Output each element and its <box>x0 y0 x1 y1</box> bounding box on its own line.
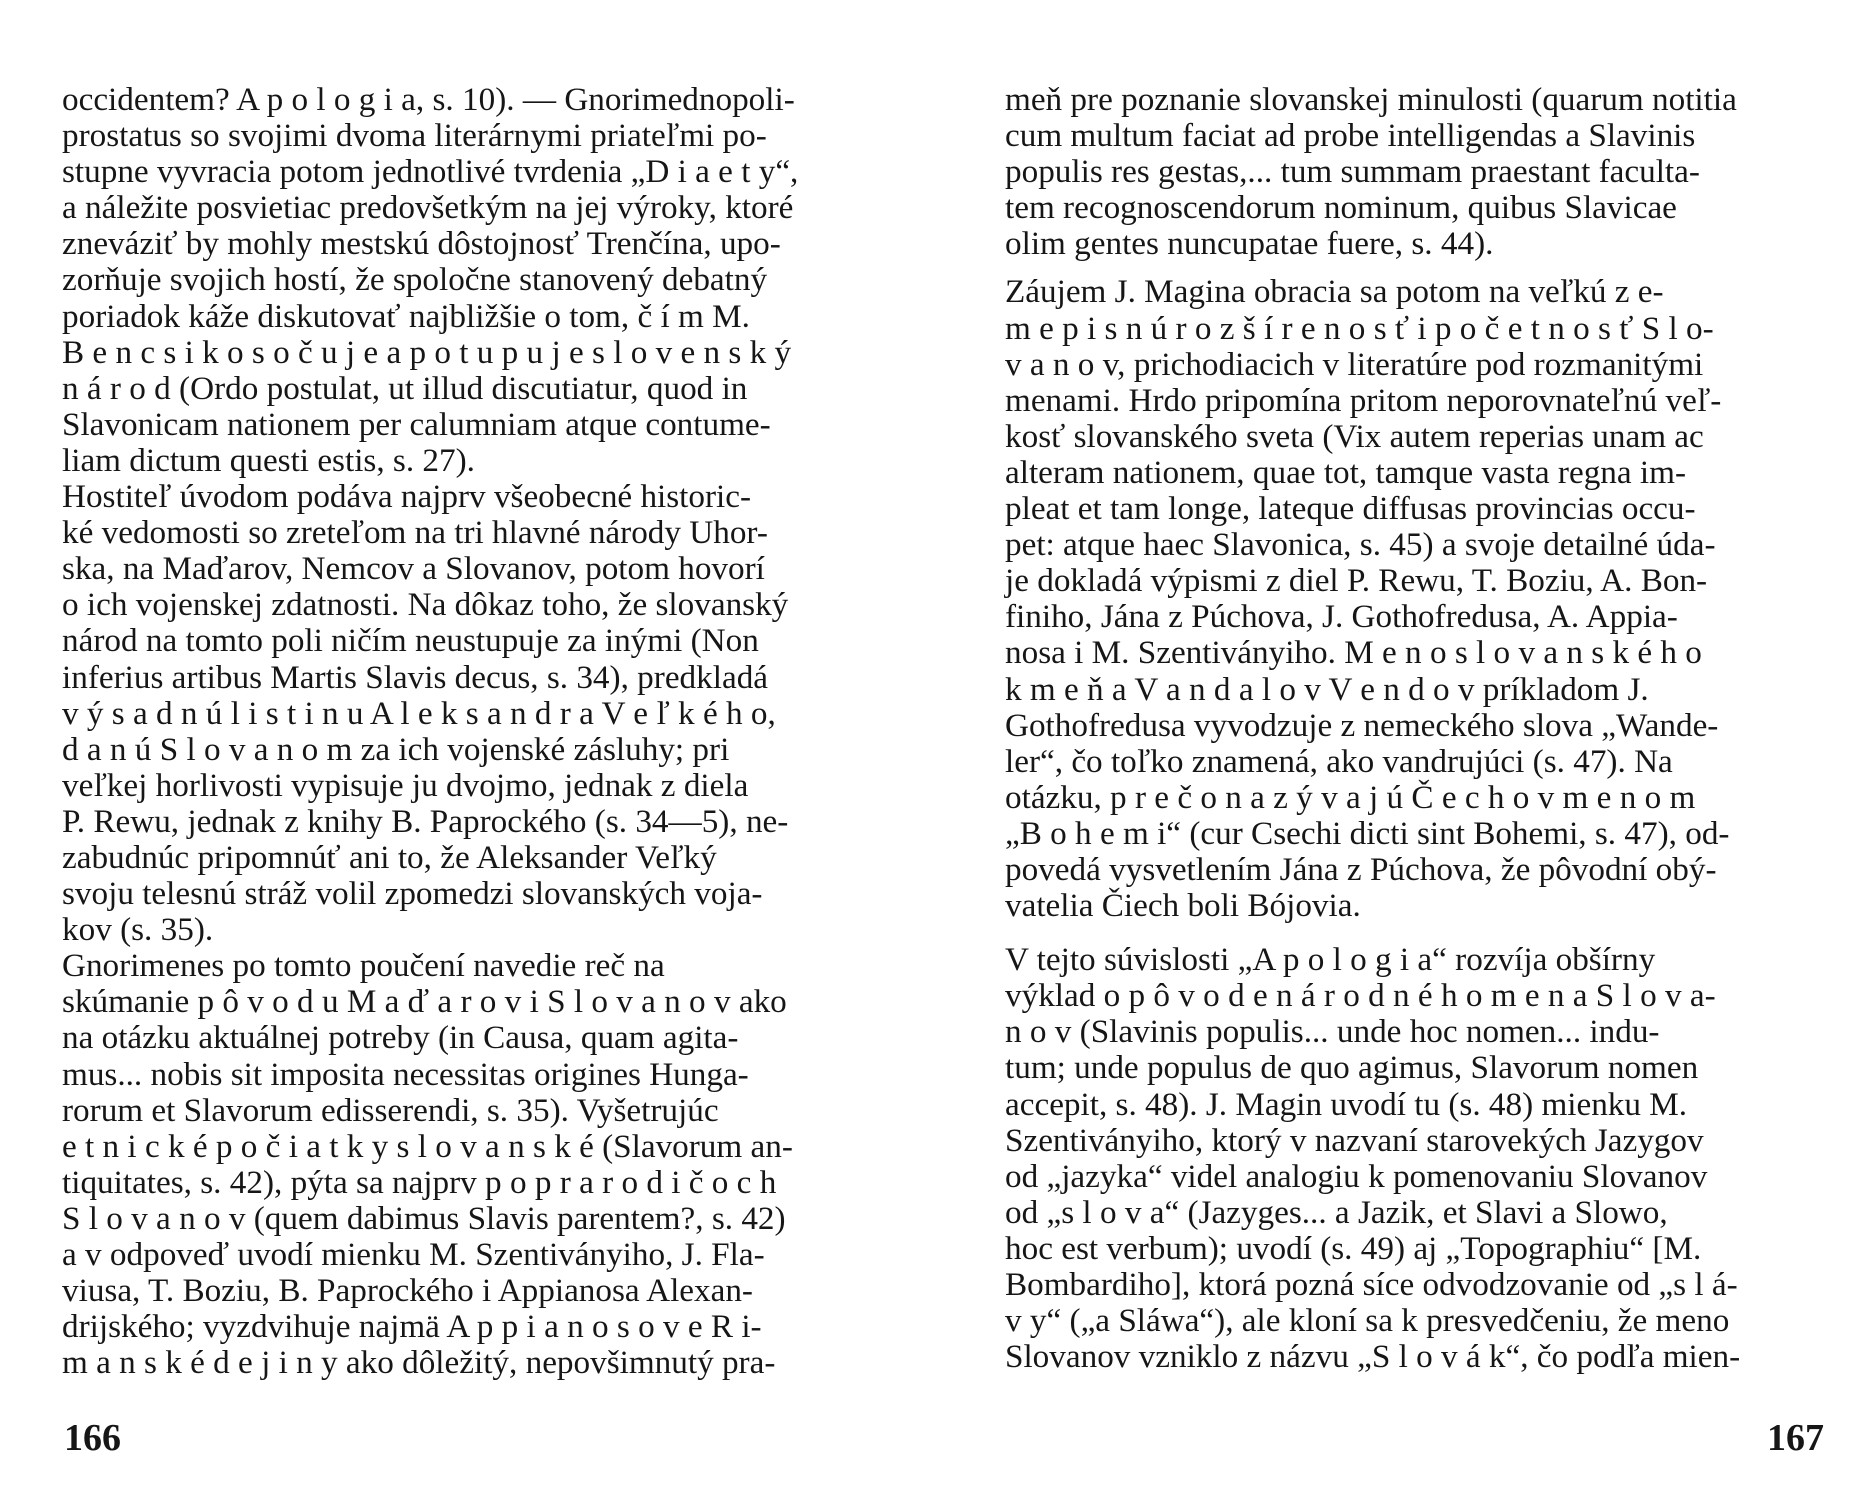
text-line: Záujem J. Magina obracia sa potom na veľkú z e- <box>1005 273 1664 311</box>
text-line: Bombardiho], ktorá pozná síce odvodzovanie od „s l á- <box>1005 1266 1738 1303</box>
text-line: Hostiteľ úvodom podáva najprv všeobecné historic- <box>62 478 752 516</box>
text-line: svoju telesnú stráž volil zpomedzi slovanských voja- <box>62 875 763 913</box>
text-line: zorňuje svojich hostí, že spoločne stanovený debatný <box>62 261 768 299</box>
text-line: Gothofredusa vyvodzuje z nemeckého slova „Wande- <box>1005 706 1719 744</box>
text-line: drijského; vyzdvihuje najmä A p p i a n o s o v e R i- <box>62 1308 762 1346</box>
text-line: B e n c s i k o s o č u j e a p o t u p u j e s l o v e n s k ý <box>62 333 792 371</box>
text-line: k m e ň a V a n d a l o v V e n d o v príkladom J. <box>1005 670 1649 708</box>
left-page-text <box>62 82 897 1381</box>
text-line: inferius artibus Martis Slavis decus, s. 34), predkladá <box>62 658 769 696</box>
text-line: zabudnúc pripomnúť ani to, že Aleksander Veľký <box>62 838 717 876</box>
text-line: V tejto súvislosti „A p o l o g i a“ rozvíja obšírny <box>1005 941 1656 979</box>
text-line: veľkej horlivosti vypisuje ju dvojmo, jednak z diela <box>62 766 749 804</box>
right-page <box>935 0 1870 1500</box>
text-line: kosť slovanského sveta (Vix autem reperias unam ac <box>1005 417 1704 455</box>
text-line: d a n ú S l o v a n o m za ich vojenské zásluhy; pri <box>62 730 730 768</box>
text-line: rorum et Slavorum edisserendi, s. 35). Vyšetrujúc <box>62 1091 719 1129</box>
text-line: a v odpoveď uvodí mienku M. Szentiványiho, J. Fla- <box>62 1236 765 1273</box>
text-line: povedá vysvetlením Jána z Púchova, že pôvodní obý- <box>1005 850 1717 888</box>
text-line: v ý s a d n ú l i s t i n u A l e k s a n d r a V e ľ k é h o, <box>62 694 776 732</box>
text-line: populis res gestas,... tum summam praestant faculta- <box>1005 153 1700 191</box>
text-line: alteram nationem, quae tot, tamque vasta regna im- <box>1005 453 1687 491</box>
text-line: n o v (Slavinis populis... unde hoc nomen... indu- <box>1005 1013 1660 1051</box>
text-line: poriadok káže diskutovať najbližšie o tom, č í m M. <box>62 297 750 335</box>
text-line: Szentiványiho, ktorý v nazvaní starovekých Jazygov <box>1005 1121 1704 1159</box>
text-line: hoc est verbum); uvodí (s. 49) aj „Topographiu“ [M. <box>1005 1229 1702 1267</box>
text-line: nosa i M. Szentiványiho. M e n o s l o v a n s k é h o <box>1005 634 1702 672</box>
text-line: vatelia Čiech boli Bójovia. <box>1005 887 1361 925</box>
text-line: o ich vojenskej zdatnosti. Na dôkaz toho, že slovanský <box>62 586 789 624</box>
text-line: Slovanov vzniklo z názvu „S l o v á k“, čo podľa mien- <box>1005 1338 1741 1376</box>
text-line: m e p i s n ú r o z š í r e n o s ť i p o č e t n o s ť S l o- <box>1005 309 1714 347</box>
text-line: Gnorimenes po tomto poučení navedie reč na <box>62 947 665 985</box>
text-line: v y“ („a Sláwa“), ale kloní sa k presvedčeniu, že meno <box>1005 1302 1730 1340</box>
right-page-number: 167 <box>1767 1417 1824 1459</box>
right-page-text <box>1005 82 1837 1375</box>
text-line: na otázku aktuálnej potreby (in Causa, quam agita- <box>62 1019 739 1057</box>
text-line: viusa, T. Boziu, B. Paprockého i Appianosa Alexan- <box>62 1272 753 1310</box>
text-line: otázku, p r e č o n a z ý v a j ú Č e c h o v m e n o m <box>1005 778 1696 816</box>
text-line: mus... nobis sit imposita necessitas origines Hunga- <box>62 1055 749 1093</box>
text-line: zneváziť by mohly mestskú dôstojnosť Trenčína, upo- <box>62 225 781 263</box>
text-line: Slavonicam nationem per calumniam atque contume- <box>62 405 771 443</box>
text-line: ké vedomosti so zreteľom na tri hlavné národy Uhor- <box>62 514 768 552</box>
text-line: m a n s k é d e j i n y ako dôležitý, nepovšimnutý pra- <box>62 1344 776 1382</box>
text-line: prostatus so svojimi dvoma literárnymi priateľmi po- <box>62 117 767 155</box>
text-line: ler“, čo toľko znamená, ako vandrujúci (s. 47). Na <box>1005 742 1673 780</box>
text-line: menami. Hrdo pripomína pritom neporovnateľnú veľ- <box>1005 381 1722 419</box>
text-line: S l o v a n o v (quem dabimus Slavis parentem?, s. 42) <box>62 1199 786 1237</box>
text-line: „B o h e m i“ (cur Csechi dicti sint Bohemi, s. 47), od- <box>1005 814 1730 852</box>
text-line: occidentem? A p o l o g i a, s. 10). — Gnorimednopoli- <box>62 81 795 118</box>
text-line: cum multum faciat ad probe intelligendas a Slavinis <box>1005 117 1696 155</box>
text-line: accepit, s. 48). J. Magin uvodí tu (s. 48) mienku M. <box>1005 1085 1688 1123</box>
text-line: v a n o v, prichodiacich v literatúre pod rozmanitými <box>1005 345 1704 383</box>
text-line: olim gentes nuncupatae fuere, s. 44). <box>1005 225 1494 263</box>
text-line: liam dictum questi estis, s. 27). <box>62 441 475 479</box>
text-line: národ na tomto poli ničím neustupuje za inými (Non <box>62 622 759 660</box>
text-line: od „jazyka“ videl analogiu k pomenovaniu Slovanov <box>1005 1157 1708 1195</box>
text-line: tiquitates, s. 42), pýta sa najprv p o p r a r o d i č o c h <box>62 1163 777 1201</box>
text-line: výklad o p ô v o d e n á r o d n é h o m e n a S l o v a- <box>1005 977 1716 1015</box>
text-line: pet: atque haec Slavonica, s. 45) a svoje detailné úda- <box>1005 526 1716 564</box>
text-line: skúmanie p ô v o d u M a ď a r o v i S l o v a n o v ako <box>62 983 787 1021</box>
text-line: a náležite posvietiac predovšetkým na jej výroky, ktoré <box>62 189 794 227</box>
text-line: od „s l o v a“ (Jazyges... a Jazik, et Slavi a Slowo, <box>1005 1193 1668 1231</box>
text-line: je dokladá výpismi z diel P. Rewu, T. Boziu, A. Bon- <box>1005 562 1708 600</box>
text-line: e t n i c k é p o č i a t k y s l o v a n s k é (Slavorum an- <box>62 1127 793 1165</box>
text-line: pleat et tam longe, lateque diffusas provincias occu- <box>1005 490 1696 528</box>
text-line: meň pre poznanie slovanskej minulosti (quarum notitia <box>1005 81 1737 118</box>
left-page-number: 166 <box>64 1417 121 1459</box>
text-line: stupne vyvracia potom jednotlivé tvrdenia „D i a e t y“, <box>62 153 799 191</box>
text-line: finiho, Jána z Púchova, J. Gothofredusa, A. Appia- <box>1005 598 1678 636</box>
text-line: tum; unde populus de quo agimus, Slavorum nomen <box>1005 1049 1699 1087</box>
text-line: kov (s. 35). <box>62 911 214 949</box>
text-line: n á r o d (Ordo postulat, ut illud discutiatur, quod in <box>62 369 748 407</box>
text-line: P. Rewu, jednak z knihy B. Paprockého (s. 34—5), ne- <box>62 802 789 840</box>
text-line: ska, na Maďarov, Nemcov a Slovanov, potom hovorí <box>62 550 765 588</box>
text-line: tem recognoscendorum nominum, quibus Slavicae <box>1005 189 1677 227</box>
